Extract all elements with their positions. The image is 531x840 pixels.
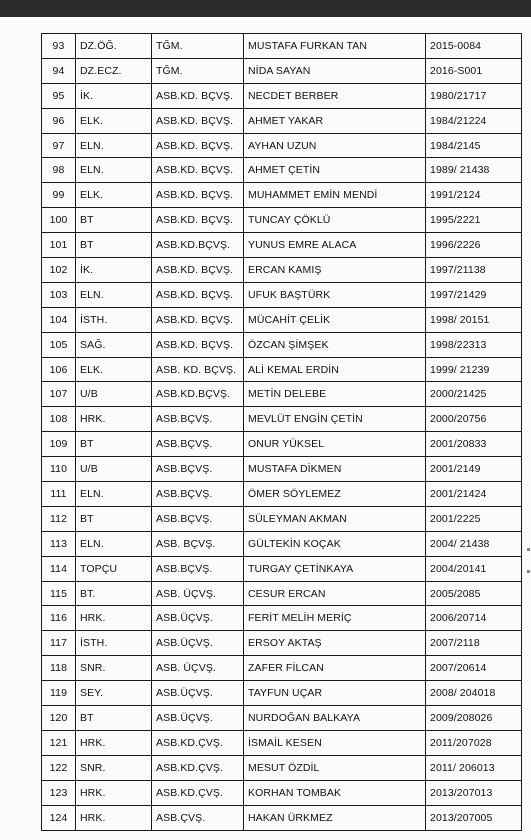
rank-cell: ASB.ÜÇVŞ.: [152, 631, 244, 656]
row-number-cell: 100: [42, 208, 76, 233]
name-cell: MUSTAFA DİKMEN: [244, 457, 426, 482]
branch-cell: U/B: [76, 382, 152, 407]
table-row: [42, 482, 522, 507]
name-cell: AHMET YAKAR: [244, 108, 426, 133]
name-cell: UFUK BAŞTÜRK: [244, 282, 426, 307]
row-number-cell: 119: [42, 681, 76, 706]
branch-cell: HRK.: [76, 730, 152, 755]
row-number-cell: 98: [42, 158, 76, 183]
name-cell: MUSTAFA FURKAN TAN: [244, 34, 426, 59]
registry-number-cell: 1995/2221: [426, 208, 522, 233]
scan-speck: [527, 570, 530, 573]
name-cell: ERCAN KAMIŞ: [244, 258, 426, 283]
table-row: [42, 606, 522, 631]
table-row: [42, 581, 522, 606]
registry-number-cell: 2001/2225: [426, 506, 522, 531]
row-number-cell: 117: [42, 631, 76, 656]
registry-number-cell: 1998/22313: [426, 332, 522, 357]
table-row: [42, 83, 522, 108]
rank-cell: ASB.KD. BÇVŞ.: [152, 208, 244, 233]
personnel-table-body: [42, 34, 522, 831]
branch-cell: İSTH.: [76, 307, 152, 332]
registry-number-cell: 2016-S001: [426, 58, 522, 83]
branch-cell: HRK.: [76, 805, 152, 830]
branch-cell: ELN.: [76, 531, 152, 556]
row-number-cell: 116: [42, 606, 76, 631]
rank-cell: ASB.ÜÇVŞ.: [152, 706, 244, 731]
scan-speck: [527, 548, 530, 551]
rank-cell: ASB.BÇVŞ.: [152, 482, 244, 507]
registry-number-cell: 2004/20141: [426, 556, 522, 581]
name-cell: FERİT MELİH MERİÇ: [244, 606, 426, 631]
rank-cell: ASB.BÇVŞ.: [152, 457, 244, 482]
registry-number-cell: 2000/20756: [426, 407, 522, 432]
name-cell: TUNCAY ÇÖKLÜ: [244, 208, 426, 233]
registry-number-cell: 1998/ 20151: [426, 307, 522, 332]
row-number-cell: 109: [42, 432, 76, 457]
name-cell: METİN DELEBE: [244, 382, 426, 407]
rank-cell: ASB.KD. BÇVŞ.: [152, 133, 244, 158]
name-cell: TURGAY ÇETİNKAYA: [244, 556, 426, 581]
rank-cell: ASB.BÇVŞ.: [152, 506, 244, 531]
table-row: [42, 531, 522, 556]
branch-cell: SNR.: [76, 656, 152, 681]
table-row: [42, 681, 522, 706]
table-row: [42, 183, 522, 208]
row-number-cell: 104: [42, 307, 76, 332]
rank-cell: ASB.KD. BÇVŞ.: [152, 183, 244, 208]
branch-cell: ELN.: [76, 133, 152, 158]
branch-cell: ELN.: [76, 482, 152, 507]
registry-number-cell: 1997/21138: [426, 258, 522, 283]
table-row: [42, 34, 522, 59]
registry-number-cell: 2011/ 206013: [426, 755, 522, 780]
rank-cell: ASB.KD.ÇVŞ.: [152, 730, 244, 755]
rank-cell: ASB.ÜÇVŞ.: [152, 681, 244, 706]
table-row: [42, 457, 522, 482]
branch-cell: HRK.: [76, 606, 152, 631]
table-row: [42, 432, 522, 457]
registry-number-cell: 1996/2226: [426, 233, 522, 258]
name-cell: KORHAN TOMBAK: [244, 780, 426, 805]
rank-cell: ASB.KD.ÇVŞ.: [152, 780, 244, 805]
registry-number-cell: 2015-0084: [426, 34, 522, 59]
row-number-cell: 106: [42, 357, 76, 382]
registry-number-cell: 2005/2085: [426, 581, 522, 606]
branch-cell: DZ.ECZ.: [76, 58, 152, 83]
branch-cell: ELN.: [76, 158, 152, 183]
registry-number-cell: 2007/20614: [426, 656, 522, 681]
branch-cell: BT: [76, 506, 152, 531]
branch-cell: ELN.: [76, 282, 152, 307]
name-cell: ZAFER FİLCAN: [244, 656, 426, 681]
row-number-cell: 120: [42, 706, 76, 731]
table-row: [42, 706, 522, 731]
row-number-cell: 123: [42, 780, 76, 805]
branch-cell: ELK.: [76, 357, 152, 382]
top-bar: [0, 0, 531, 17]
rank-cell: ASB. ÜÇVŞ.: [152, 656, 244, 681]
row-number-cell: 103: [42, 282, 76, 307]
rank-cell: ASB. KD. BÇVŞ.: [152, 357, 244, 382]
rank-cell: TĞM.: [152, 58, 244, 83]
row-number-cell: 111: [42, 482, 76, 507]
row-number-cell: 102: [42, 258, 76, 283]
rank-cell: ASB. BÇVŞ.: [152, 531, 244, 556]
branch-cell: BT.: [76, 581, 152, 606]
table-row: [42, 357, 522, 382]
row-number-cell: 96: [42, 108, 76, 133]
name-cell: İSMAİL KESEN: [244, 730, 426, 755]
name-cell: MESUT ÖZDİL: [244, 755, 426, 780]
rank-cell: ASB.KD.BÇVŞ.: [152, 382, 244, 407]
rank-cell: ASB.BÇVŞ.: [152, 407, 244, 432]
rank-cell: ASB.KD. BÇVŞ.: [152, 83, 244, 108]
branch-cell: U/B: [76, 457, 152, 482]
name-cell: GÜLTEKİN KOÇAK: [244, 531, 426, 556]
registry-number-cell: 2001/2149: [426, 457, 522, 482]
name-cell: YUNUS EMRE ALACA: [244, 233, 426, 258]
table-row: [42, 382, 522, 407]
table-row: [42, 506, 522, 531]
registry-number-cell: 1997/21429: [426, 282, 522, 307]
row-number-cell: 124: [42, 805, 76, 830]
row-number-cell: 107: [42, 382, 76, 407]
branch-cell: SEY.: [76, 681, 152, 706]
rank-cell: ASB.ÜÇVŞ.: [152, 606, 244, 631]
table-row: [42, 755, 522, 780]
name-cell: HAKAN ÜRKMEZ: [244, 805, 426, 830]
table-row: [42, 133, 522, 158]
row-number-cell: 115: [42, 581, 76, 606]
row-number-cell: 95: [42, 83, 76, 108]
name-cell: ERSOY AKTAŞ: [244, 631, 426, 656]
registry-number-cell: 1991/2124: [426, 183, 522, 208]
row-number-cell: 112: [42, 506, 76, 531]
table-row: [42, 656, 522, 681]
branch-cell: DZ.ÖĞ.: [76, 34, 152, 59]
row-number-cell: 93: [42, 34, 76, 59]
name-cell: ÖZCAN ŞİMŞEK: [244, 332, 426, 357]
name-cell: ONUR YÜKSEL: [244, 432, 426, 457]
table-row: [42, 730, 522, 755]
table-row: [42, 780, 522, 805]
branch-cell: BT: [76, 208, 152, 233]
name-cell: MEVLÜT ENGİN ÇETİN: [244, 407, 426, 432]
row-number-cell: 97: [42, 133, 76, 158]
registry-number-cell: 2001/20833: [426, 432, 522, 457]
table-row: [42, 108, 522, 133]
rank-cell: TĞM.: [152, 34, 244, 59]
row-number-cell: 121: [42, 730, 76, 755]
branch-cell: HRK.: [76, 407, 152, 432]
rank-cell: ASB.KD. BÇVŞ.: [152, 108, 244, 133]
table-row: [42, 805, 522, 830]
registry-number-cell: 1999/ 21239: [426, 357, 522, 382]
table-row: [42, 282, 522, 307]
registry-number-cell: 2001/21424: [426, 482, 522, 507]
table-row: [42, 208, 522, 233]
registry-number-cell: 2006/20714: [426, 606, 522, 631]
name-cell: AYHAN UZUN: [244, 133, 426, 158]
branch-cell: İK.: [76, 258, 152, 283]
table-row: [42, 158, 522, 183]
registry-number-cell: 1989/ 21438: [426, 158, 522, 183]
rank-cell: ASB. ÜÇVŞ.: [152, 581, 244, 606]
table-row: [42, 258, 522, 283]
name-cell: ÖMER SÖYLEMEZ: [244, 482, 426, 507]
rank-cell: ASB.KD. BÇVŞ.: [152, 158, 244, 183]
branch-cell: İK.: [76, 83, 152, 108]
table-row: [42, 307, 522, 332]
rank-cell: ASB.KD.BÇVŞ.: [152, 233, 244, 258]
name-cell: SÜLEYMAN AKMAN: [244, 506, 426, 531]
rank-cell: ASB.KD.ÇVŞ.: [152, 755, 244, 780]
table-row: [42, 332, 522, 357]
branch-cell: SNR.: [76, 755, 152, 780]
name-cell: AHMET ÇETİN: [244, 158, 426, 183]
registry-number-cell: 2013/207013: [426, 780, 522, 805]
table-row: [42, 233, 522, 258]
branch-cell: BT: [76, 233, 152, 258]
row-number-cell: 118: [42, 656, 76, 681]
personnel-table: [41, 33, 522, 831]
branch-cell: ELK.: [76, 183, 152, 208]
row-number-cell: 101: [42, 233, 76, 258]
registry-number-cell: 1984/2145: [426, 133, 522, 158]
name-cell: NECDET BERBER: [244, 83, 426, 108]
row-number-cell: 108: [42, 407, 76, 432]
row-number-cell: 99: [42, 183, 76, 208]
name-cell: ALİ KEMAL ERDİN: [244, 357, 426, 382]
row-number-cell: 114: [42, 556, 76, 581]
name-cell: MUHAMMET EMİN MENDİ: [244, 183, 426, 208]
rank-cell: ASB.ÇVŞ.: [152, 805, 244, 830]
table-row: [42, 631, 522, 656]
branch-cell: İSTH.: [76, 631, 152, 656]
rank-cell: ASB.BÇVŞ.: [152, 432, 244, 457]
registry-number-cell: 2000/21425: [426, 382, 522, 407]
name-cell: MÜCAHİT ÇELİK: [244, 307, 426, 332]
registry-number-cell: 2013/207005: [426, 805, 522, 830]
rank-cell: ASB.BÇVŞ.: [152, 556, 244, 581]
branch-cell: SAĞ.: [76, 332, 152, 357]
branch-cell: BT: [76, 432, 152, 457]
row-number-cell: 105: [42, 332, 76, 357]
row-number-cell: 94: [42, 58, 76, 83]
rank-cell: ASB.KD. BÇVŞ.: [152, 307, 244, 332]
registry-number-cell: 2008/ 204018: [426, 681, 522, 706]
table-row: [42, 556, 522, 581]
table-row: [42, 58, 522, 83]
branch-cell: TOPÇU: [76, 556, 152, 581]
branch-cell: ELK.: [76, 108, 152, 133]
registry-number-cell: 1984/21224: [426, 108, 522, 133]
name-cell: NİDA SAYAN: [244, 58, 426, 83]
registry-number-cell: 2009/208026: [426, 706, 522, 731]
rank-cell: ASB.KD. BÇVŞ.: [152, 332, 244, 357]
registry-number-cell: 2011/207028: [426, 730, 522, 755]
name-cell: CESUR ERCAN: [244, 581, 426, 606]
row-number-cell: 122: [42, 755, 76, 780]
branch-cell: BT: [76, 706, 152, 731]
row-number-cell: 113: [42, 531, 76, 556]
rank-cell: ASB.KD. BÇVŞ.: [152, 282, 244, 307]
table-row: [42, 407, 522, 432]
registry-number-cell: 2004/ 21438: [426, 531, 522, 556]
registry-number-cell: 1980/21717: [426, 83, 522, 108]
name-cell: TAYFUN UÇAR: [244, 681, 426, 706]
rank-cell: ASB.KD. BÇVŞ.: [152, 258, 244, 283]
registry-number-cell: 2007/2118: [426, 631, 522, 656]
name-cell: NURDOĞAN BALKAYA: [244, 706, 426, 731]
branch-cell: HRK.: [76, 780, 152, 805]
row-number-cell: 110: [42, 457, 76, 482]
